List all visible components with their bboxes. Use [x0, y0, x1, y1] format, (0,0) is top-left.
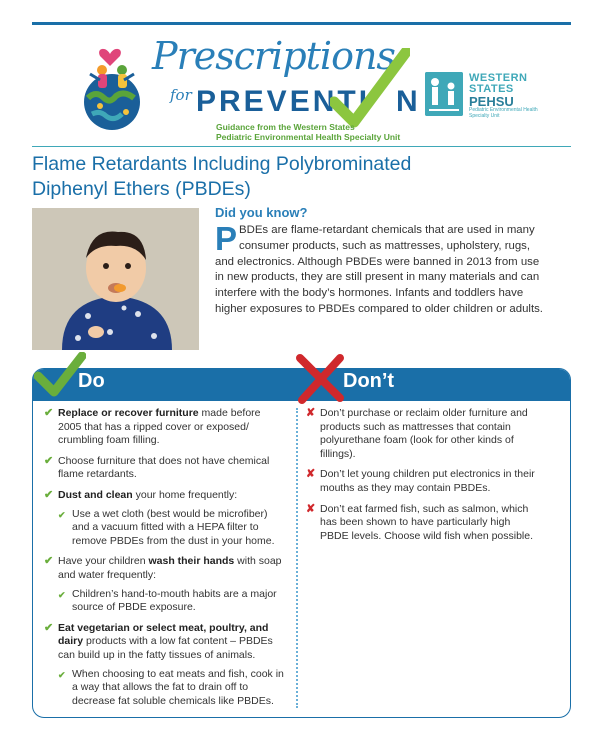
dont-list: [306, 407, 536, 550]
x-icon: ✘: [306, 468, 316, 481]
x-icon: ✘: [306, 502, 316, 515]
dont-item: ✘ Don’t eat farmed fish, such as salmon, which has been shown to have particularly high PBDE levels. Choose wild fish when possible.: [306, 502, 534, 542]
brand-tagline-2: Pediatric Environmental Health Specialty Unit: [216, 132, 401, 142]
brand-main: PREVENTI N: [196, 85, 421, 118]
did-you-know-heading: Did you know?: [215, 205, 308, 220]
do-item: ✔ Dust and clean your home frequently: ✔ Use a wet cloth (best would be microfiber) and a vacuum fitted with a HEPA filter to remove PBDEs from the dust in your home.: [44, 489, 284, 548]
do-sub-item: ✔ Use a wet cloth (best would be microfiber) and a vacuum fitted with a HEPA filter to remove PBDEs from the dust in your home.: [58, 507, 275, 547]
check-icon: ✔: [44, 454, 54, 467]
top-rule: [32, 22, 571, 25]
dont-heading: Don’t: [343, 370, 395, 392]
brand-for: for: [170, 86, 192, 104]
check-icon: ✔: [44, 488, 54, 501]
section-rule: [32, 146, 571, 147]
globe-children-logo: [76, 40, 148, 132]
did-you-know-body: P BDEs are flame-retardant chemicals that are used in many consumer products, such as mattresses, upholstery, rugs, and electronics. Although PBDEs were banned in 2013 from use in new products, they are still present in many materials and can interfere with the body’s hormones. Infants and toddlers have higher exposures to PBDEs compared to older children or adults.: [215, 220, 543, 315]
page-title: Flame Retardants Including Polybrominated Diphenyl Ethers (PBDEs): [32, 153, 412, 200]
pehsu-line1: WESTERN: [469, 72, 528, 84]
pehsu-line2: STATES: [469, 83, 514, 95]
do-sub-item: ✔ When choosing to eat meats and fish, cook in a way that allows the fat to drain off to decrease fat soluble chemicals like PBDEs.: [58, 667, 284, 707]
drop-cap: P: [215, 220, 238, 257]
do-item: ✔ Choose furniture that does not have chemical flame retardants.: [44, 454, 270, 481]
brand-tagline-1: Guidance from the Western States: [216, 122, 355, 132]
dont-x-icon: [292, 352, 348, 404]
toddler-photo: [32, 208, 199, 350]
column-divider: [296, 408, 298, 708]
small-check-icon: ✔: [58, 589, 66, 600]
do-list: [44, 407, 284, 715]
dont-item: ✘ Don’t purchase or reclaim older furniture and products such as mattresses that contain polyurethane foam (look for other kinds of fillings).: [306, 407, 528, 460]
brand-script: Prescriptions: [152, 34, 395, 78]
check-icon: ✔: [44, 621, 54, 634]
do-item: ✔ Eat vegetarian or select meat, poultry, and dairy products with a low fat content – PBDEs can build up in the fatty tissues of animals. ✔ When choosing to eat meats and fish, cook in a way that allows the fat to drain off to decrease fat soluble chemicals like PBDEs.: [44, 621, 284, 707]
family-icon: [425, 72, 463, 116]
do-heading: Do: [78, 370, 105, 392]
pehsu-line3: PEHSU: [469, 94, 514, 109]
check-icon: ✔: [44, 407, 54, 419]
small-check-icon: ✔: [58, 509, 66, 520]
small-check-icon: ✔: [58, 669, 66, 680]
x-icon: ✘: [306, 407, 316, 419]
do-item: ✔ Replace or recover furniture made before 2005 that has a ripped cover or exposed/ crumbling foam filling.: [44, 407, 261, 447]
dont-item: ✘ Don’t let young children put electronics in their mouths as they may contain PBDEs.: [306, 468, 535, 494]
prescriptions-for-prevention-logo: [150, 30, 421, 142]
western-states-pehsu-logo: [425, 72, 543, 122]
do-item: ✔ Have your children wash their hands with soap and water frequently: ✔ Children’s hand-to-mouth habits are a major source of PBDE exposure.: [44, 555, 284, 614]
do-sub-item: ✔ Children’s hand-to-mouth habits are a major source of PBDE exposure.: [58, 587, 277, 614]
check-icon: ✔: [44, 555, 54, 568]
pehsu-line4: Pediatric Environmental Health Specialty Unit: [469, 107, 538, 119]
